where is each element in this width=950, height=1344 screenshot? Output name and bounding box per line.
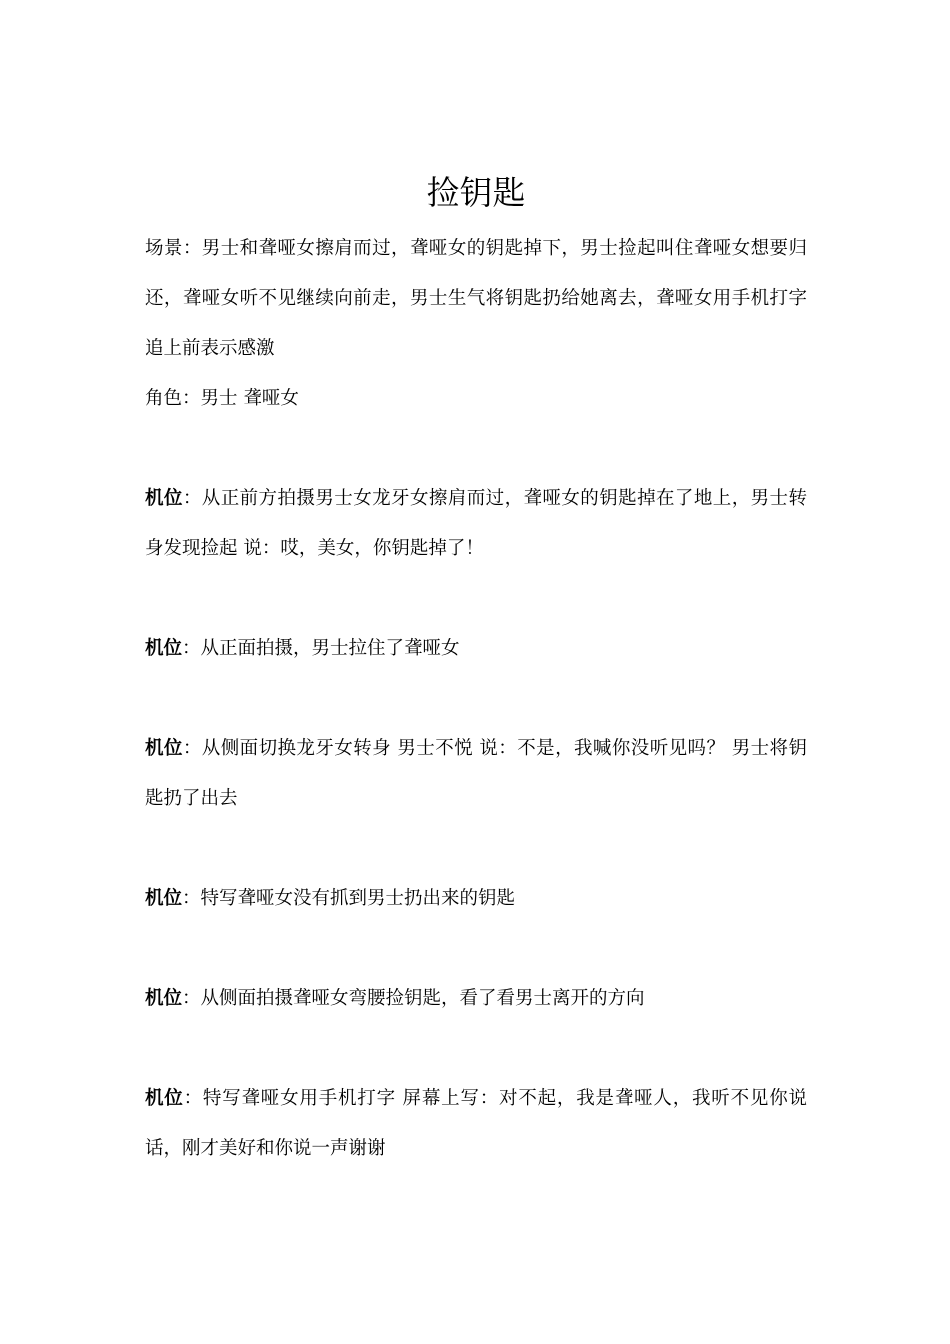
shot-paragraph bbox=[145, 874, 807, 924]
shot-paragraph bbox=[145, 624, 807, 674]
shot-paragraph bbox=[145, 724, 807, 824]
shot-label: 机位 bbox=[145, 988, 183, 1009]
spacer bbox=[145, 574, 807, 624]
spacer bbox=[145, 674, 807, 724]
spacer bbox=[145, 824, 807, 874]
spacer bbox=[145, 424, 807, 474]
scene-description: 场景：男士和聋哑女擦肩而过，聋哑女的钥匙掉下，男士捡起叫住聋哑女想要归还，聋哑女听不见继续向前走，男士生气将钥匙扔给她离去，聋哑女用手机打字追上前表示感激 bbox=[145, 238, 807, 359]
shot-text: ：从正前方拍摄男士女龙牙女擦肩而过，聋哑女的钥匙掉在了地上，男士转身发现捡起 说：哎，美女，你钥匙掉了！ bbox=[145, 488, 807, 559]
shot-label: 机位 bbox=[145, 488, 183, 509]
shot-text: ：从侧面拍摄聋哑女弯腰捡钥匙，看了看男士离开的方向 bbox=[182, 988, 645, 1009]
shot-text: ：特写聋哑女没有抓到男士扔出来的钥匙 bbox=[182, 888, 516, 909]
shot-paragraph bbox=[145, 974, 807, 1024]
document-title: 捡钥匙 bbox=[426, 173, 526, 212]
shot-label: 机位 bbox=[145, 638, 183, 659]
shot-text: ：特写聋哑女用手机打字 屏幕上写：对不起，我是聋哑人，我听不见你说话，刚才美好和你说一声谢谢 bbox=[145, 1088, 807, 1159]
shot-label: 机位 bbox=[145, 1088, 184, 1109]
shot-label: 机位 bbox=[145, 738, 183, 759]
roles-line: 角色：男士 聋哑女 bbox=[145, 388, 299, 409]
shot-text: ：从侧面切换龙牙女转身 男士不悦 说：不是，我喊你没听见吗？ 男士将钥匙扔了出去 bbox=[145, 738, 807, 809]
spacer bbox=[145, 1024, 807, 1074]
document-page bbox=[145, 170, 807, 1174]
shot-paragraph bbox=[145, 474, 807, 574]
shot-paragraph bbox=[145, 1074, 807, 1174]
spacer bbox=[145, 924, 807, 974]
shot-label: 机位 bbox=[145, 888, 183, 909]
shot-text: ：从正面拍摄，男士拉住了聋哑女 bbox=[182, 638, 460, 659]
